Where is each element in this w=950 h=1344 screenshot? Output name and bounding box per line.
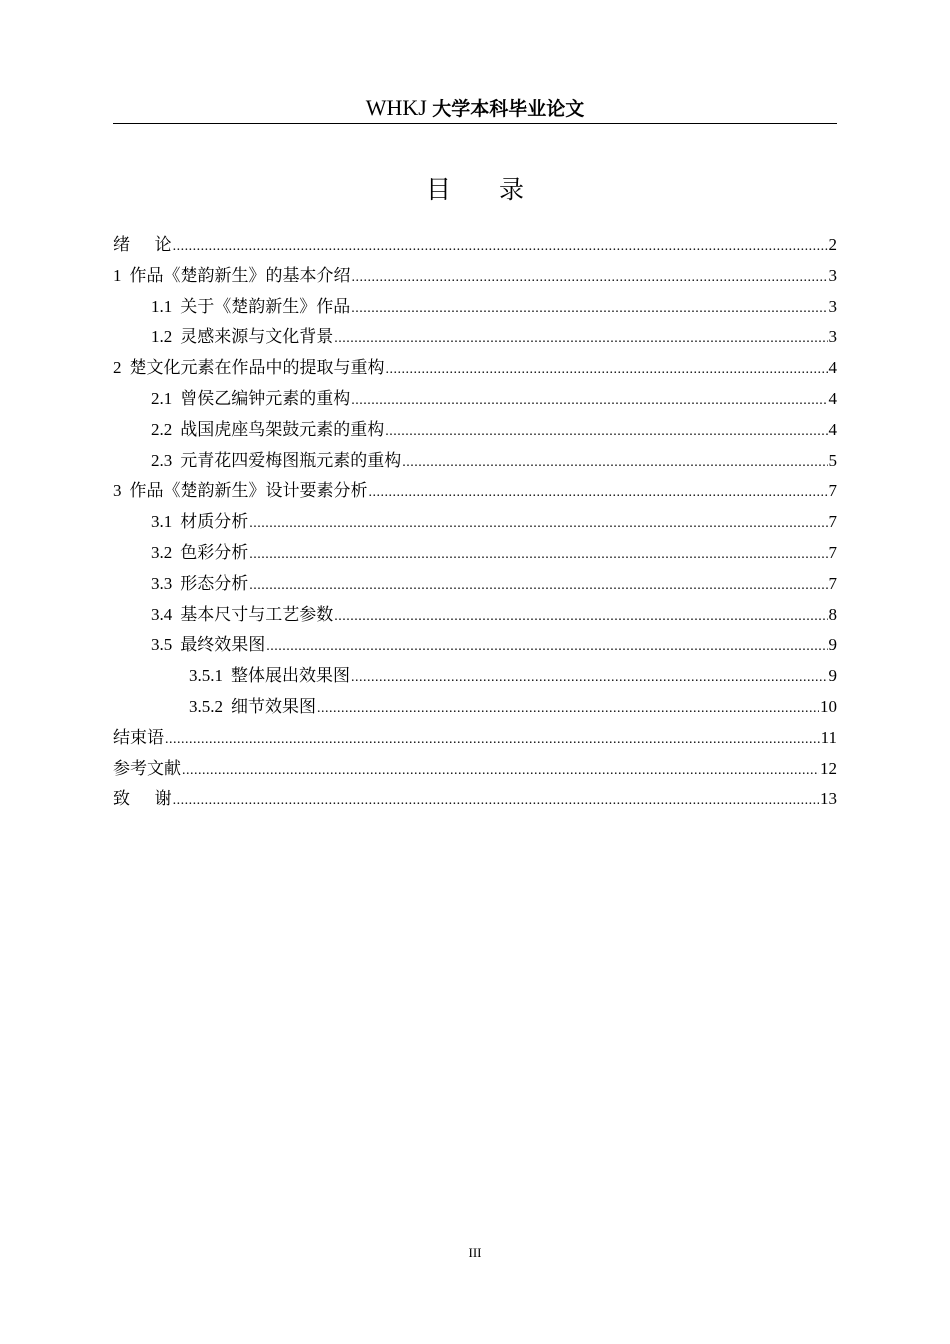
- toc-entry-label: 基本尺寸与工艺参数: [180, 604, 334, 624]
- toc-entry-number: 3.3: [151, 573, 173, 593]
- toc-dot-leader: [317, 694, 819, 723]
- toc-dot-leader: [173, 786, 819, 815]
- toc-entry-number: 1.1: [151, 296, 173, 316]
- toc-entry-page: 12: [820, 758, 837, 778]
- toc-entry-page: 4: [828, 419, 837, 439]
- toc-dot-leader: [352, 263, 828, 292]
- toc-entry[interactable]: [113, 415, 837, 446]
- toc-dot-leader: [249, 509, 827, 538]
- toc-entry-number: 3.1: [151, 512, 173, 532]
- toc-entry[interactable]: [113, 661, 837, 692]
- toc-entry-number: 2: [113, 358, 122, 378]
- toc-entry[interactable]: [113, 446, 837, 477]
- toc-entry-page: 3: [828, 265, 837, 285]
- toc-entry[interactable]: [113, 230, 837, 261]
- toc-entry-label: 灵感来源与文化背景: [180, 327, 334, 347]
- toc-entry-number: 3.2: [151, 542, 173, 562]
- toc-dot-leader: [173, 232, 828, 261]
- toc-entry[interactable]: [113, 538, 837, 569]
- toc-dot-leader: [402, 448, 827, 477]
- toc-entry-label: 元青花四爱梅图瓶元素的重构: [180, 450, 402, 470]
- toc-entry-page: 4: [828, 388, 837, 408]
- header-rule: [113, 123, 837, 124]
- toc-dot-leader: [249, 571, 827, 600]
- toc-entry-page: 8: [828, 604, 837, 624]
- toc-entry-label: 结束语: [113, 727, 164, 747]
- toc-entry-label: 作品《楚韵新生》的基本介绍: [129, 265, 351, 285]
- toc-entry[interactable]: [113, 507, 837, 538]
- toc-entry-label: 致谢: [113, 789, 172, 809]
- toc-dot-leader: [165, 725, 820, 754]
- toc-entry-label: 作品《楚韵新生》设计要素分析: [129, 481, 368, 501]
- toc-entry-label: 战国虎座鸟架鼓元素的重构: [180, 419, 385, 439]
- toc-entry[interactable]: [113, 754, 837, 785]
- toc-entry-label: 色彩分析: [180, 542, 249, 562]
- toc-entry[interactable]: [113, 476, 837, 507]
- toc-entry-page: 9: [828, 635, 837, 655]
- toc-entry[interactable]: [113, 600, 837, 631]
- toc-entry[interactable]: [113, 292, 837, 323]
- toc-dot-leader: [351, 663, 828, 692]
- toc-dot-leader: [182, 756, 819, 785]
- toc-entry[interactable]: [113, 569, 837, 600]
- toc-entry[interactable]: [113, 723, 837, 754]
- header-latin: WHKJ: [365, 95, 427, 120]
- toc-entry-page: 7: [828, 512, 837, 532]
- toc-entry[interactable]: [113, 630, 837, 661]
- toc-entry-page: 2: [828, 235, 837, 254]
- toc-dot-leader: [334, 324, 827, 353]
- header-chinese: 大学本科毕业论文: [432, 98, 585, 120]
- toc-entry-number: 3: [113, 481, 122, 501]
- toc-entry-label: 整体展出效果图: [231, 666, 350, 686]
- toc-entry-page: 7: [828, 542, 837, 562]
- toc-entry-page: 5: [828, 450, 837, 470]
- toc-entry-number: 2.1: [151, 388, 173, 408]
- toc-dot-leader: [249, 540, 827, 569]
- toc-entry[interactable]: [113, 353, 837, 384]
- toc-dot-leader: [385, 417, 827, 446]
- toc-entry-label: 形态分析: [180, 573, 249, 593]
- toc-dot-leader: [369, 478, 828, 507]
- toc-entry-label: 绪论: [113, 235, 172, 254]
- toc-entry-label: 材质分析: [180, 512, 249, 532]
- toc-entry[interactable]: [113, 692, 837, 723]
- toc-entry-number: 2.3: [151, 450, 173, 470]
- toc-entry-label: 楚文化元素在作品中的提取与重构: [129, 358, 385, 378]
- toc-entry[interactable]: [113, 384, 837, 415]
- toc-entry-label: 参考文献: [113, 758, 181, 778]
- toc-title: 目录: [425, 175, 572, 204]
- toc-entry-number: 3.5: [151, 635, 173, 655]
- toc-dot-leader: [351, 294, 827, 323]
- toc-dot-leader: [266, 632, 827, 661]
- toc-entry-page: 13: [820, 789, 837, 809]
- toc-entry-label: 关于《楚韵新生》作品: [180, 296, 351, 316]
- toc-dot-leader: [386, 355, 828, 384]
- toc-dot-leader: [334, 602, 827, 631]
- toc-entry-label: 细节效果图: [231, 696, 316, 716]
- toc-entry-number: 1.2: [151, 327, 173, 347]
- toc-entry[interactable]: [113, 261, 837, 292]
- toc-entry-page: 10: [820, 696, 837, 716]
- toc-entry-label: 最终效果图: [180, 635, 266, 655]
- toc-entry-number: 2.2: [151, 419, 173, 439]
- toc-entry-page: 3: [828, 296, 837, 316]
- table-of-contents: [113, 230, 837, 815]
- toc-entry-page: 7: [828, 573, 837, 593]
- toc-entry[interactable]: [113, 784, 837, 815]
- toc-entry-number: 1: [113, 265, 122, 285]
- toc-entry-page: 9: [828, 666, 837, 686]
- toc-dot-leader: [351, 386, 827, 415]
- toc-entry-number: 3.5.2: [189, 696, 223, 716]
- toc-entry-page: 4: [828, 358, 837, 378]
- toc-entry-page: 11: [820, 727, 837, 747]
- toc-entry-page: 3: [828, 327, 837, 347]
- toc-entry-page: 7: [828, 481, 837, 501]
- toc-entry-number: 3.4: [151, 604, 173, 624]
- toc-entry[interactable]: [113, 322, 837, 353]
- toc-entry-number: 3.5.1: [189, 666, 223, 686]
- page-number: III: [468, 1245, 482, 1260]
- page-header: [113, 93, 837, 123]
- toc-entry-label: 曾侯乙编钟元素的重构: [180, 388, 351, 408]
